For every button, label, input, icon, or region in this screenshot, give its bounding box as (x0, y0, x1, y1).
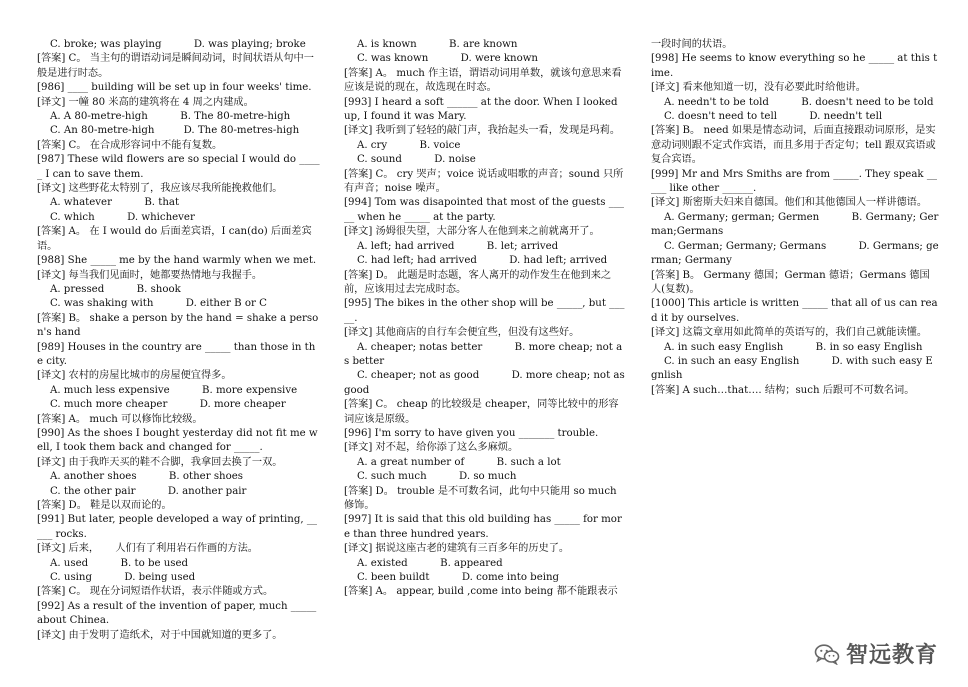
text-line: [答案] C。 cry 哭声；voice 说话或唱歌的声音；sound 只所有声音；noise 噪声。 (344, 168, 624, 195)
text-line: [992] As a result of the invention of paper, much _____ about Chinea. (37, 600, 320, 627)
text-line: C. the other pair D. another pair (37, 485, 247, 497)
text-line: [988] She _____ me by the hand warmly when we met. (37, 255, 317, 267)
text-line: [987] These wild flowers are so special I would do _____ I can to save them. (37, 154, 320, 180)
text-line: 一段时间的状语。 (651, 39, 733, 50)
text-line: [译文] 后来， 人们有了利用岩石作画的方法。 (37, 543, 258, 555)
text-line: [答案] D。 鞋是以双而论的。 (37, 500, 172, 511)
text-line: [译文] 其他商店的自行车会便宜些，但没有这些好。 (344, 327, 580, 339)
text-line: A. existed B. appeared (344, 557, 503, 569)
text-line: [译文] 由于我昨天买的鞋不合脚，我拿回去换了一双。 (37, 456, 283, 468)
text-line: [译文] 农村的房屋比城市的房屋便宜得多。 (37, 370, 232, 382)
text-line: C. cheaper; not as good D. more cheap; not as good (344, 370, 628, 396)
text-line: [998] He seems to know everything so he _____ at this time. (651, 53, 938, 79)
text-line: A. used B. to be used (37, 557, 189, 569)
text-line: C. using D. being used (37, 572, 196, 584)
text-line: [991] But later, people developed a way of printing, _____ rocks. (37, 514, 318, 540)
text-line: [997] It is said that this old building has _____ for more than three hundred years. (344, 514, 622, 540)
text-line: [答案] C。 当主句的谓语动词是瞬间动词，时间状语从句中一般是进行时态。 (37, 53, 314, 79)
text-line: [答案] A。 much 作主语，谓语动词用单数，就该句意思来看应该是说的现在，故选现在时态。 (344, 67, 622, 94)
text-line: [答案] C。 现在分词短语作状语，表示伴随或方式。 (37, 586, 274, 598)
text-line: [999] Mr and Mrs Smiths are from _____. They speak _____ like other ______. (651, 168, 938, 195)
text-line: C. was shaking with D. either B or C (37, 298, 267, 310)
text-line: A. A 80-metre-high B. The 80-metre-high (37, 111, 291, 123)
text-line: C. such much D. so much (344, 471, 517, 483)
text-line: [答案] B。 shake a person by the hand = shake a person's hand (37, 312, 319, 339)
text-line: [答案] D。 trouble 是不可数名词，此句中只能用 so much 修饰。 (344, 485, 620, 511)
text-line: C. was known D. were known (344, 53, 538, 65)
text-line: A. needn't to be told B. doesn't need to be told (651, 96, 934, 108)
text-line: [990] As the shoes I bought yesterday did not fit me well, I took them back and changed for _____. (37, 427, 318, 454)
text-line: C. sound D. noise (344, 154, 476, 166)
text-line: [答案] A。 appear, build ,come into being 都不能跟表示 (344, 586, 618, 598)
text-line: [996] I'm sorry to have given you _______ trouble. (344, 427, 599, 439)
text-column-1 (37, 38, 321, 643)
text-line: [986] ____ building will be set up in four weeks' time. (37, 82, 312, 94)
text-line: A. is known B. are known (344, 39, 518, 50)
text-line: C. much more cheaper D. more cheaper (37, 399, 286, 411)
text-line: [答案] B。 need 如果是情态动词，后面直接跟动词原形，是实意动词则跟不定式作宾语，而且多用于否定句；tell 跟双宾语或复合宾语。 (651, 125, 936, 166)
text-line: [译文] 这篇文章用如此简单的英语写的，我们自己就能读懂。 (651, 327, 928, 339)
text-line: [译文] 汤姆很失望，大部分客人在他到来之前就离开了。 (344, 226, 600, 238)
text-line: A. left; had arrived B. let; arrived (344, 240, 559, 252)
text-line: A. cheaper; notas better B. more cheap; not as better (344, 341, 623, 367)
text-line: C. been buildt D. come into being (344, 572, 560, 584)
text-line: [译文] 据说这座古老的建筑有三百多年的历史了。 (344, 543, 570, 555)
text-line: C. which D. whichever (37, 211, 195, 223)
wechat-icon (814, 643, 840, 665)
text-line: C. had left; had arrived D. had left; arrived (344, 255, 608, 267)
text-line: [答案] A。 much 可以修饰比较级。 (37, 413, 203, 425)
text-line: [993] I heard a soft ______ at the door. When I looked up, I found it was Mary. (344, 96, 621, 123)
text-line: [答案] A。 在 I would do 后面差宾语，I can(do) 后面差宾语。 (37, 226, 312, 252)
watermark-text: 智远教育 (845, 643, 938, 668)
text-line: [1000] This article is written _____ that all of us can read it by ourselves. (651, 298, 938, 324)
text-line: A. a great number of B. such a lot (344, 456, 561, 468)
text-line: [答案] C。 cheap 的比较级是 cheaper，同等比较中的形容词应该是原级。 (344, 399, 619, 425)
text-line: [995] The bikes in the other shop will be _____, but _____. (344, 298, 625, 324)
text-line: [译文] 对不起，给你添了这么多麻烦。 (344, 442, 519, 454)
text-line: A. pressed B. shook (37, 283, 181, 295)
text-line: A. whatever B. that (37, 197, 180, 209)
text-line: [989] Houses in the country are _____ than those in the city. (37, 341, 316, 367)
text-column-3 (651, 38, 939, 398)
text-line: A. in such easy English B. in so easy English (651, 341, 923, 353)
text-column-2 (344, 38, 626, 600)
text-line: [译文] 看来他知道一切，没有必要此时给他讲。 (651, 82, 866, 94)
text-line: [译文] 斯密斯夫妇来自德国。他们和其他德国人一样讲德语。 (651, 197, 928, 209)
text-line: C. in such an easy English D. with such easy Egnlish (651, 355, 933, 382)
text-line: C. doesn't need to tell D. needn't tell (651, 111, 883, 123)
text-line: A. much less expensive B. more expensive (37, 384, 298, 396)
text-line: [译文] 我听到了轻轻的敲门声，我抬起头一看，发现是玛莉。 (344, 125, 621, 137)
text-line: [答案] C。 在合成形容词中不能有复数。 (37, 139, 223, 151)
text-line: [答案] B。 Germany 德国；German 德语；Germans 德国人(复数)。 (651, 269, 930, 295)
text-line: A. cry B. voice (344, 139, 461, 151)
text-line: [译文] 由于发明了造纸术，对于中国就知道的更多了。 (37, 629, 283, 641)
text-line: [994] Tom was disapointed that most of the guests _____ when he _____ at the party. (344, 197, 625, 223)
text-line: [译文] 一幢 80 米高的建筑将在 4 周之内建成。 (37, 96, 254, 108)
text-line: [答案] D。 此题是时态题，客人离开的动作发生在他到来之前，应该用过去完成时态。 (344, 269, 612, 295)
text-line: C. broke; was playing D. was playing; broke (37, 39, 306, 50)
watermark (814, 638, 938, 669)
text-line: [译文] 每当我们见面时，她都要热情地与我握手。 (37, 269, 263, 281)
text-line: [译文] 这些野花太特别了，我应该尽我所能挽救他们。 (37, 183, 283, 195)
text-line: C. German; Germany; Germans D. Germans; german; Germany (651, 240, 939, 267)
text-line: A. another shoes B. other shoes (37, 471, 243, 483)
text-line: A. Germany; german; Germen B. Germany; German;Germans (651, 211, 939, 238)
text-line: C. An 80-metre-high D. The 80-metres-high (37, 125, 300, 137)
text-line: [答案] A such…that…. 结构；such 后跟可不可数名词。 (651, 384, 915, 396)
